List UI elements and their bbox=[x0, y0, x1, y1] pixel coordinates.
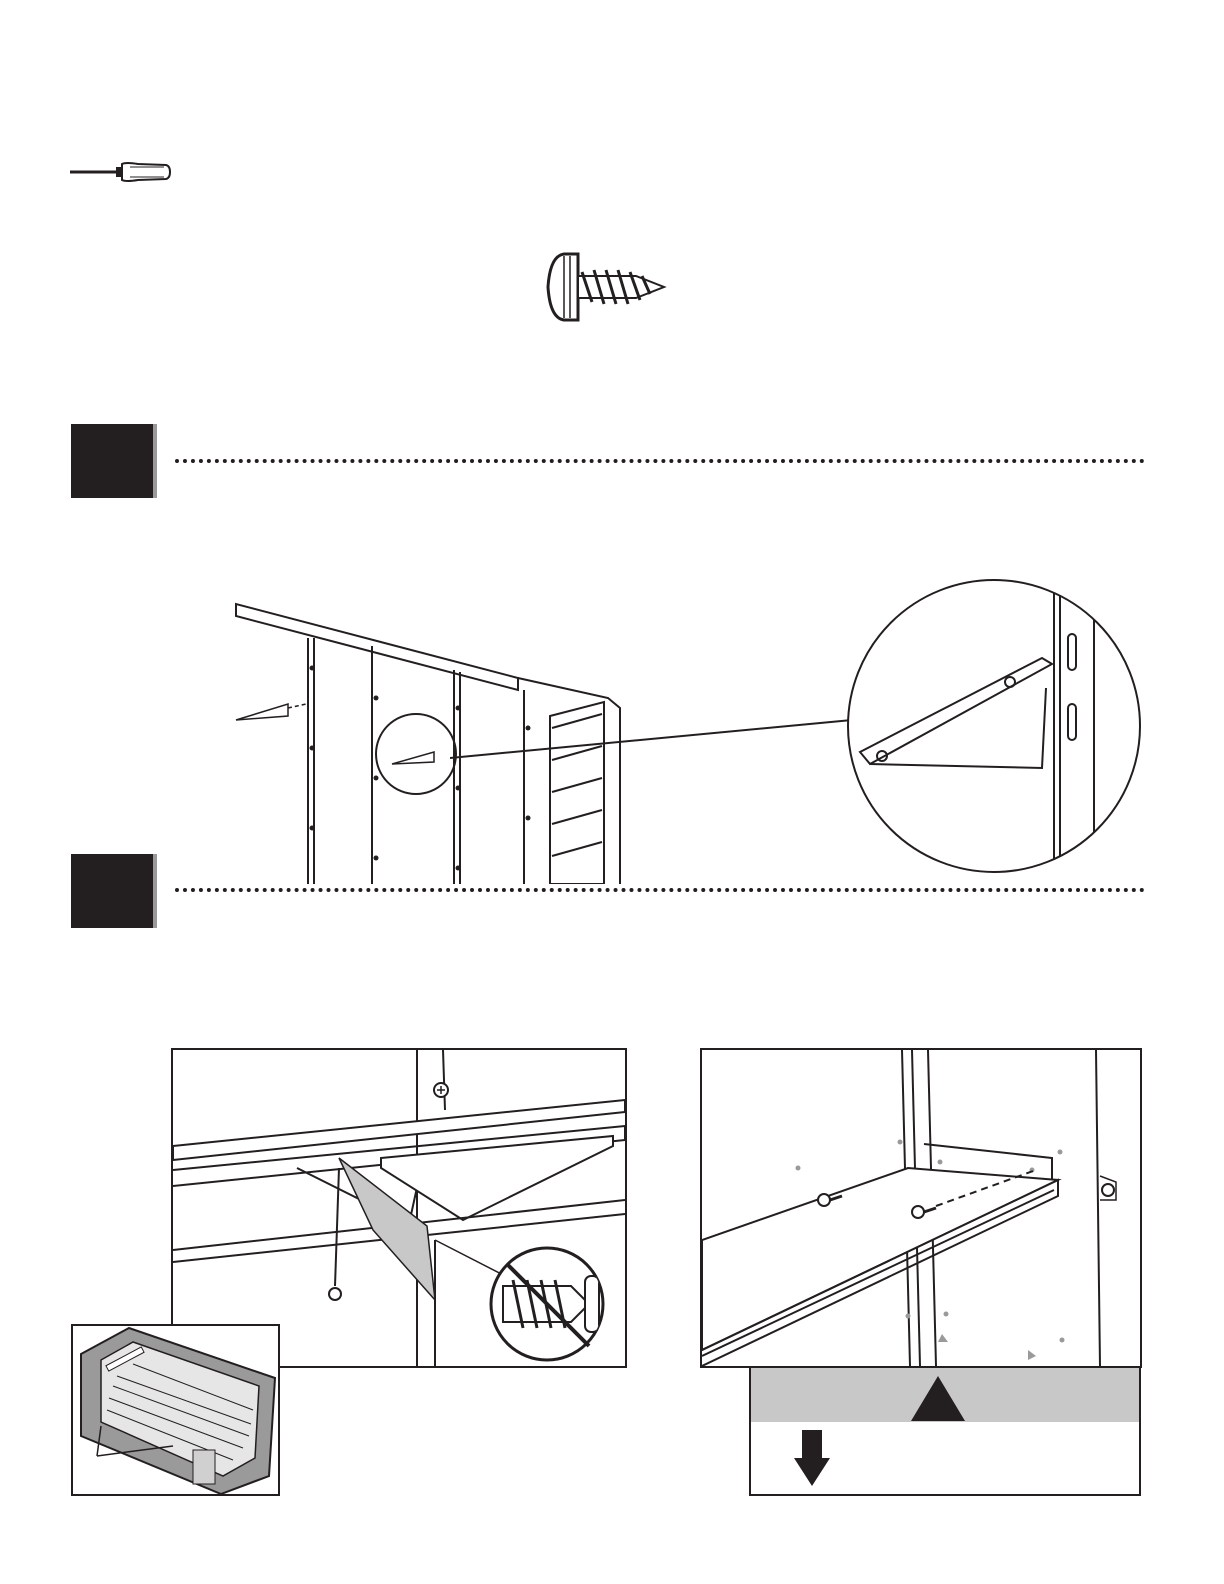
caution-box bbox=[749, 1366, 1141, 1496]
detail-leader-line bbox=[450, 716, 854, 762]
shelf-bracket-panel bbox=[171, 1048, 627, 1368]
bracket-detail-circle bbox=[846, 578, 1142, 874]
step-divider-1 bbox=[175, 459, 1145, 463]
step-divider-2 bbox=[175, 888, 1145, 892]
step-marker-2 bbox=[71, 854, 153, 928]
step-marker-1 bbox=[71, 424, 153, 498]
screwdriver-icon bbox=[68, 158, 172, 186]
shelf-screw-panel bbox=[700, 1048, 1142, 1368]
warning-triangle-icon bbox=[909, 1374, 967, 1422]
down-arrow-icon bbox=[793, 1428, 831, 1488]
pan-head-screw-icon bbox=[544, 250, 670, 324]
shed-overview-inset bbox=[71, 1324, 280, 1496]
